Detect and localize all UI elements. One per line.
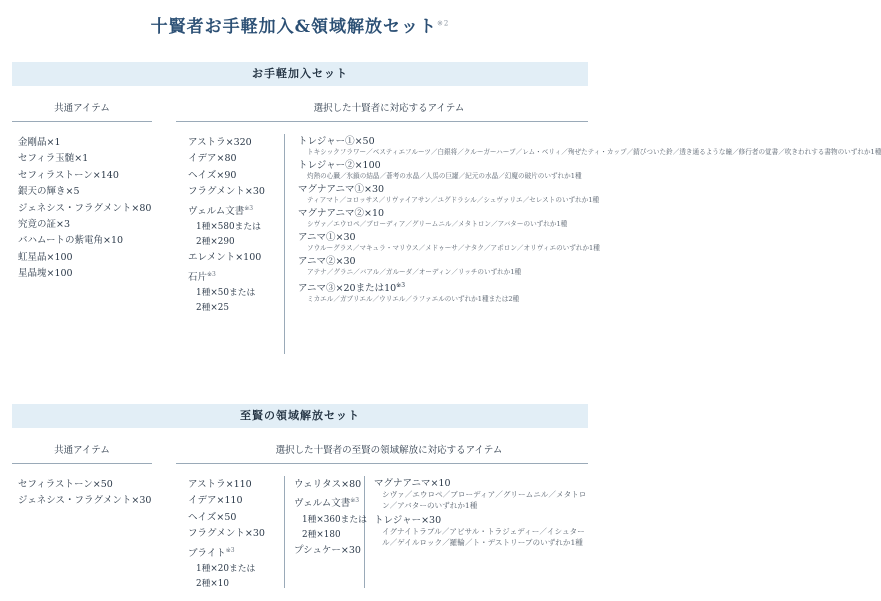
list-item (188, 286, 265, 301)
item-text: イデア×110 (188, 495, 243, 507)
section-header-easy-join: お手軽加入セット (12, 62, 588, 86)
item-text: 2種×10 (196, 579, 229, 590)
section-header-domain-unlock: 至賢の領域解放セット (12, 404, 588, 428)
list-item: バハムートの紫電角×10 (18, 235, 124, 247)
list-item (188, 526, 265, 542)
list-item (188, 562, 265, 577)
group-description: シヴァ／エウロペ／ブローディア／グリームニル／メタトロン／アバターのいずれか1種 (307, 220, 568, 228)
item-text: イデア×80 (188, 153, 237, 165)
group-title-text: トレジャー×30 (374, 515, 442, 526)
item-note: ※3 (225, 546, 235, 554)
item-text: ヘイズ×90 (188, 169, 237, 181)
item-note: ※3 (207, 270, 216, 278)
group-title-text: トレジャー②×100 (298, 160, 381, 171)
list-item (188, 577, 265, 592)
item-group (298, 231, 600, 253)
item-text: ヴェルム文書 (188, 205, 245, 217)
group-description: イグナイトラブル／アビサル・トラジェディー／イシュタール／ゲイルロック／羅輪／ト・デストリーブのいずれか1種 (382, 527, 585, 547)
group-title (374, 514, 592, 527)
group-description: ティアマト／コロッサス／リヴァイアサン／ユグドラシル／シュヴァリエ／セレストのいずれか1種 (307, 196, 600, 204)
item-text: ヘイズ×50 (188, 511, 237, 523)
list-item (188, 250, 265, 266)
list-item (188, 477, 265, 493)
item-text: 2種×290 (196, 237, 235, 248)
list-item: セフィラストーン×50 (18, 479, 113, 490)
group-description: 灼熱の心臓／氷鎖の結晶／蒼考の水晶／人馬の巨罐／紀元の水晶／幻魔の破片のいずれか1種 (307, 172, 582, 180)
treasure-group-list (298, 135, 881, 306)
list-item: 銀天の輝き×5 (18, 186, 80, 198)
common-items-header-2: 共通アイテム (54, 445, 110, 456)
group-title (298, 255, 590, 268)
group-title (298, 183, 590, 196)
list-item: セフィラストーン×140 (18, 169, 119, 181)
group-title (298, 207, 590, 220)
item-text: プシュケー×30 (294, 544, 361, 556)
list-item (188, 235, 265, 250)
divider (176, 121, 588, 122)
item-group (298, 207, 590, 229)
page-title-text: 十賢者お手軽加入&領域解放セット (150, 17, 438, 37)
mid-items-list (188, 135, 265, 316)
item-group (298, 183, 600, 205)
item-text: ウェリタス×80 (294, 479, 362, 490)
list-item (188, 184, 265, 200)
list-item (188, 301, 265, 316)
group-title (298, 159, 590, 172)
selected-items-header: 選択した十賢者に対応するアイテム (313, 103, 465, 114)
divider (176, 463, 588, 464)
list-item (294, 528, 367, 543)
title-note: ※2 (437, 19, 450, 28)
group-title (298, 231, 590, 244)
item-text: 2種×25 (196, 303, 229, 314)
list-item (188, 168, 265, 184)
item-group (374, 477, 592, 511)
list-item: 究竟の証×3 (18, 219, 71, 231)
group-title-text: アニマ②×30 (298, 256, 356, 267)
item-group (298, 255, 590, 277)
item-group (298, 279, 590, 304)
list-item (188, 135, 265, 151)
group-title-text: アニマ③×20または10 (298, 283, 397, 295)
column-divider (284, 476, 285, 588)
group-description: シヴァ／エウロペ／ブローディア／グリームニル／メタトロン／アバターのいずれか1種 (382, 490, 587, 510)
list-item (294, 543, 367, 559)
group-description: トキシックフラワー／ベスティエフルーツ／白銀将／クルーガーハーブ／レム・ベリィ／殉ぜたティ・カップ／錆びついた鈴／透き通るような瞳／修行者の覚書／吹きわれする書物のいずれか1種 (307, 148, 881, 156)
list-item: セフィラ玉髄×1 (18, 153, 89, 165)
divider (12, 463, 152, 464)
group-title-text: マグナアニマ×10 (374, 478, 451, 489)
list-item: 星晶塊×100 (18, 268, 73, 280)
group-title-text: アニマ①×30 (298, 232, 356, 243)
group-title-text: マグナアニマ②×10 (298, 208, 385, 219)
group-title-text: トレジャー①×50 (298, 136, 375, 147)
list-item: ジェネシス・フラグメント×80 (18, 202, 152, 214)
group-description: ミカエル／ガブリエル／ウリエル／ラファエルのいずれか1種または2種 (307, 295, 520, 304)
item-text: 1種×20または (196, 564, 256, 575)
item-text: アストラ×110 (188, 479, 252, 490)
group-description: ソウルーグラス／マキュラ・マリウス／メドゥーサ／ナタク／アポロン／オリヴィエのいずれか1種 (307, 244, 600, 252)
item-text: フラグメント×30 (188, 528, 265, 540)
divider (12, 121, 152, 122)
list-item (188, 543, 265, 563)
list-item (188, 267, 265, 287)
common-items-list-2 (18, 477, 151, 510)
page-title (0, 12, 600, 37)
list-item (294, 477, 367, 493)
mid2-items-list-2 (294, 477, 367, 559)
item-group (298, 159, 590, 181)
item-group (374, 514, 592, 548)
list-item: 虹星晶×100 (18, 251, 73, 263)
item-text: 石片 (188, 271, 208, 283)
common-items-list (18, 135, 151, 283)
list-item (188, 510, 265, 526)
item-text: ヴェルム文書 (294, 498, 351, 510)
group-title (298, 279, 590, 295)
item-text: エレメント×100 (188, 252, 262, 264)
list-item (294, 513, 367, 528)
list-item: ジェネシス・フラグメント×30 (18, 495, 152, 507)
list-item (188, 220, 265, 235)
group-title (298, 135, 590, 148)
list-item (188, 201, 265, 221)
group-title (374, 477, 592, 490)
list-item (294, 493, 367, 513)
item-text: フラグメント×30 (188, 186, 265, 198)
anima-treasure-list-2 (374, 477, 592, 551)
item-text: ブライト (188, 547, 226, 559)
group-title-text: マグナアニマ①×30 (298, 184, 385, 195)
list-item (188, 493, 265, 509)
item-text: 1種×50または (196, 288, 256, 299)
item-note: ※3 (350, 497, 360, 505)
column-divider (284, 134, 285, 354)
group-description: アテナ／グラニ／バアル／ガルーダ／オーディン／リッチのいずれか1種 (307, 268, 522, 276)
selected-items-header-2: 選択した十賢者の至賢の領域解放に対応するアイテム (275, 445, 503, 456)
group-note: ※3 (396, 282, 406, 289)
common-items-header: 共通アイテム (54, 103, 110, 114)
mid-items-list-2 (188, 477, 265, 592)
item-text: 1種×580または (196, 222, 261, 233)
item-text: アストラ×320 (188, 137, 252, 148)
item-text: 2種×180 (302, 529, 341, 540)
list-item (188, 151, 265, 167)
item-group (298, 135, 881, 157)
item-text: 1種×360または (302, 514, 367, 525)
list-item: 金剛晶×1 (18, 137, 61, 148)
item-note: ※3 (244, 204, 254, 212)
